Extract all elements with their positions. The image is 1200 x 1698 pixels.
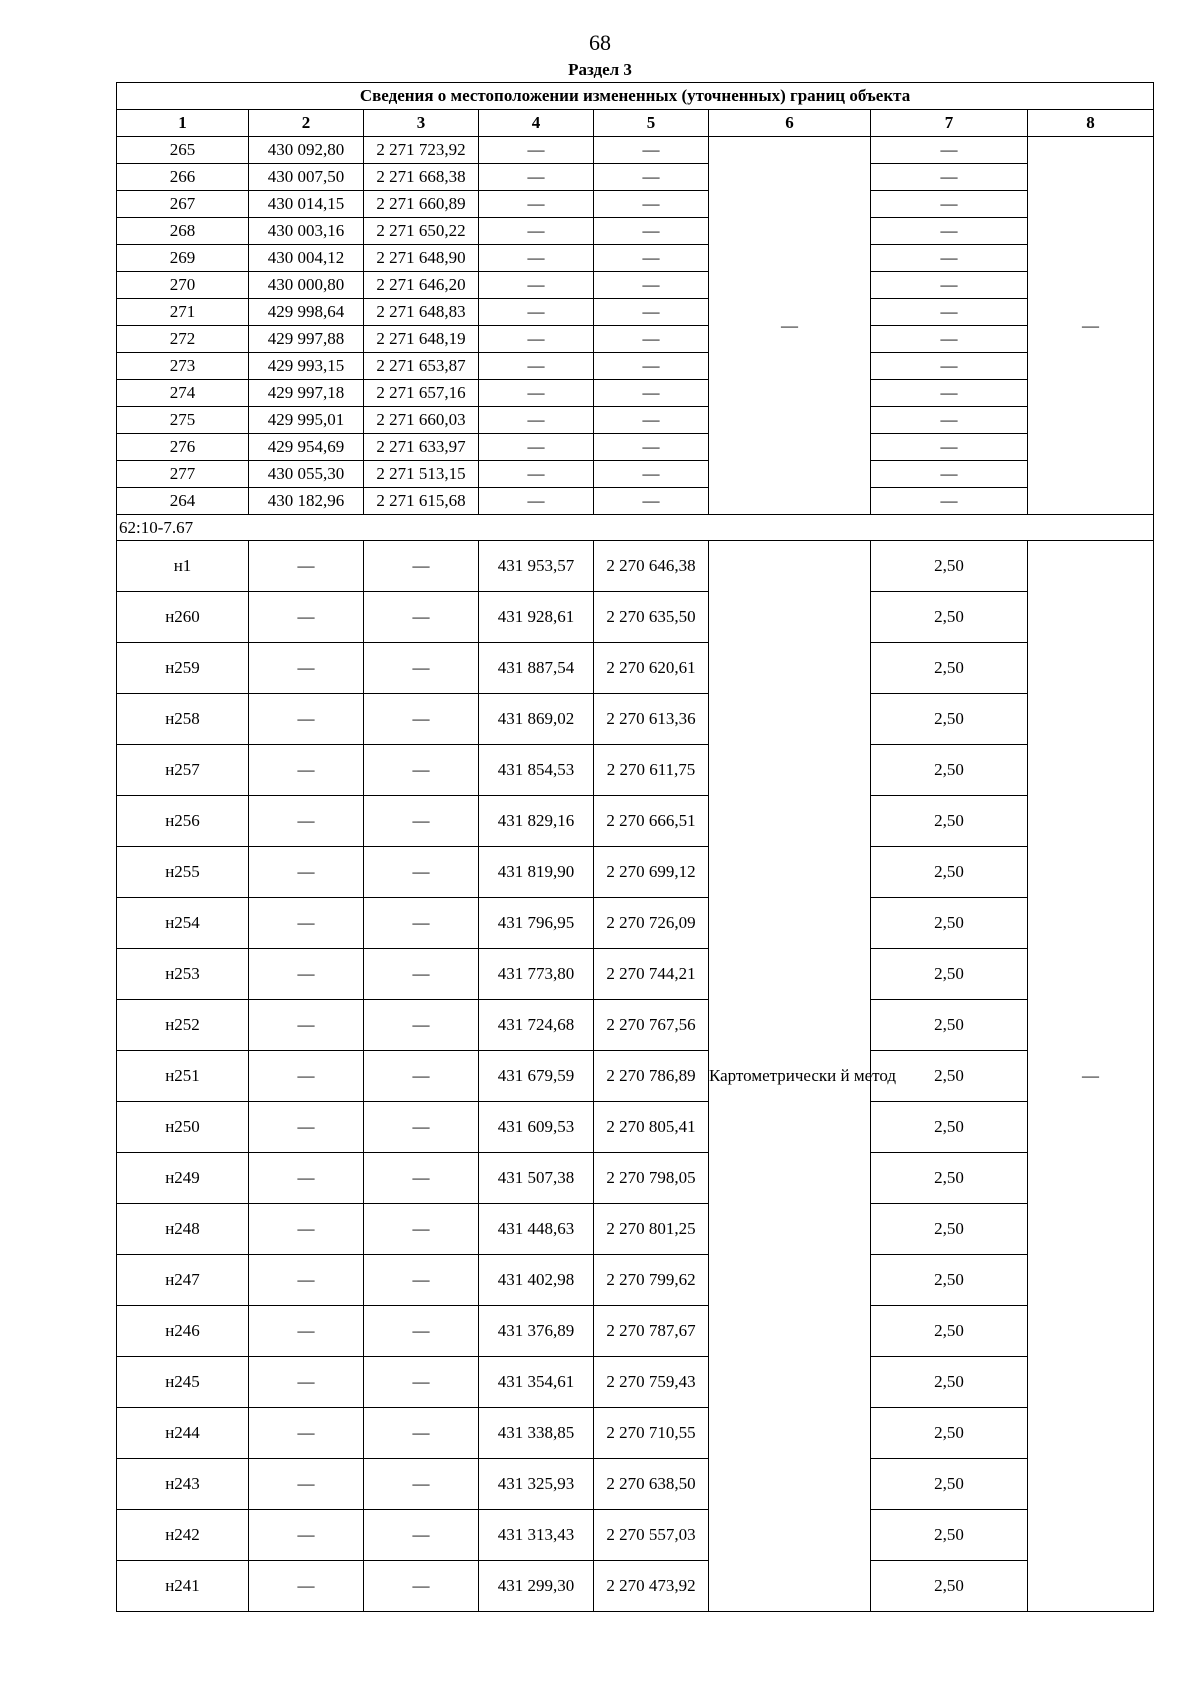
new-y-coordinate: — bbox=[594, 353, 709, 380]
old-y-coordinate: 2 271 660,03 bbox=[364, 407, 479, 434]
point-number: н255 bbox=[117, 847, 249, 898]
table-row bbox=[117, 326, 1154, 353]
old-x-coordinate: — bbox=[249, 1000, 364, 1051]
new-x-coordinate: 431 887,54 bbox=[479, 643, 594, 694]
old-x-coordinate: — bbox=[249, 1306, 364, 1357]
old-x-coordinate: — bbox=[249, 592, 364, 643]
new-y-coordinate: — bbox=[594, 326, 709, 353]
new-x-coordinate: — bbox=[479, 191, 594, 218]
new-y-coordinate: 2 270 786,89 bbox=[594, 1051, 709, 1102]
point-number: н252 bbox=[117, 1000, 249, 1051]
accuracy-value: 2,50 bbox=[871, 592, 1028, 643]
table-row bbox=[117, 847, 1154, 898]
old-y-coordinate: 2 271 648,83 bbox=[364, 299, 479, 326]
point-number: 267 bbox=[117, 191, 249, 218]
new-x-coordinate: 431 376,89 bbox=[479, 1306, 594, 1357]
column-header-7: 7 bbox=[871, 110, 1028, 137]
point-number: н243 bbox=[117, 1459, 249, 1510]
new-x-coordinate: 431 448,63 bbox=[479, 1204, 594, 1255]
new-x-coordinate: 431 724,68 bbox=[479, 1000, 594, 1051]
old-x-coordinate: — bbox=[249, 1255, 364, 1306]
accuracy-value: — bbox=[871, 272, 1028, 299]
old-x-coordinate: 430 000,80 bbox=[249, 272, 364, 299]
old-x-coordinate: 429 998,64 bbox=[249, 299, 364, 326]
column-header-5: 5 bbox=[594, 110, 709, 137]
point-number: н245 bbox=[117, 1357, 249, 1408]
table-row bbox=[117, 380, 1154, 407]
old-y-coordinate: — bbox=[364, 1255, 479, 1306]
table-row bbox=[117, 1408, 1154, 1459]
old-y-coordinate: 2 271 657,16 bbox=[364, 380, 479, 407]
point-number: н248 bbox=[117, 1204, 249, 1255]
old-x-coordinate: 430 182,96 bbox=[249, 488, 364, 515]
old-y-coordinate: — bbox=[364, 1459, 479, 1510]
accuracy-value: 2,50 bbox=[871, 796, 1028, 847]
new-y-coordinate: 2 270 787,67 bbox=[594, 1306, 709, 1357]
new-y-coordinate: 2 270 611,75 bbox=[594, 745, 709, 796]
accuracy-value: 2,50 bbox=[871, 898, 1028, 949]
old-x-coordinate: — bbox=[249, 1357, 364, 1408]
accuracy-value: 2,50 bbox=[871, 1000, 1028, 1051]
point-number: 266 bbox=[117, 164, 249, 191]
new-y-coordinate: 2 270 726,09 bbox=[594, 898, 709, 949]
table-row bbox=[117, 1357, 1154, 1408]
description-cell: — bbox=[1028, 137, 1154, 515]
accuracy-value: 2,50 bbox=[871, 949, 1028, 1000]
old-x-coordinate: 429 997,18 bbox=[249, 380, 364, 407]
new-x-coordinate: — bbox=[479, 380, 594, 407]
accuracy-value: — bbox=[871, 380, 1028, 407]
new-y-coordinate: — bbox=[594, 488, 709, 515]
new-y-coordinate: 2 270 620,61 bbox=[594, 643, 709, 694]
old-y-coordinate: — bbox=[364, 1051, 479, 1102]
old-y-coordinate: 2 271 650,22 bbox=[364, 218, 479, 245]
old-y-coordinate: — bbox=[364, 847, 479, 898]
new-y-coordinate: — bbox=[594, 137, 709, 164]
accuracy-value: 2,50 bbox=[871, 1561, 1028, 1612]
old-x-coordinate: — bbox=[249, 1102, 364, 1153]
old-y-coordinate: — bbox=[364, 592, 479, 643]
description-cell: — bbox=[1028, 541, 1154, 1612]
old-x-coordinate: — bbox=[249, 949, 364, 1000]
table-row bbox=[117, 1510, 1154, 1561]
old-x-coordinate: — bbox=[249, 847, 364, 898]
point-number: н249 bbox=[117, 1153, 249, 1204]
accuracy-value: 2,50 bbox=[871, 643, 1028, 694]
table-row bbox=[117, 541, 1154, 592]
old-y-coordinate: — bbox=[364, 643, 479, 694]
old-x-coordinate: 429 954,69 bbox=[249, 434, 364, 461]
method-cell: — bbox=[709, 137, 871, 515]
table-row bbox=[117, 1204, 1154, 1255]
point-number: н258 bbox=[117, 694, 249, 745]
old-x-coordinate: 430 055,30 bbox=[249, 461, 364, 488]
table-row bbox=[117, 1255, 1154, 1306]
accuracy-value: — bbox=[871, 191, 1028, 218]
old-y-coordinate: 2 271 723,92 bbox=[364, 137, 479, 164]
table-row bbox=[117, 898, 1154, 949]
new-x-coordinate: — bbox=[479, 137, 594, 164]
table-row bbox=[117, 1306, 1154, 1357]
column-header-2: 2 bbox=[249, 110, 364, 137]
point-number: н254 bbox=[117, 898, 249, 949]
point-number: н246 bbox=[117, 1306, 249, 1357]
point-number: н247 bbox=[117, 1255, 249, 1306]
point-number: 276 bbox=[117, 434, 249, 461]
old-x-coordinate: — bbox=[249, 1153, 364, 1204]
table-row bbox=[117, 1000, 1154, 1051]
accuracy-value: 2,50 bbox=[871, 745, 1028, 796]
accuracy-value: 2,50 bbox=[871, 1102, 1028, 1153]
old-x-coordinate: — bbox=[249, 1408, 364, 1459]
old-y-coordinate: 2 271 615,68 bbox=[364, 488, 479, 515]
new-x-coordinate: — bbox=[479, 272, 594, 299]
table-row bbox=[117, 1102, 1154, 1153]
table-row bbox=[117, 245, 1154, 272]
new-y-coordinate: 2 270 759,43 bbox=[594, 1357, 709, 1408]
old-y-coordinate: 2 271 513,15 bbox=[364, 461, 479, 488]
accuracy-value: 2,50 bbox=[871, 541, 1028, 592]
old-x-coordinate: 429 995,01 bbox=[249, 407, 364, 434]
new-x-coordinate: — bbox=[479, 353, 594, 380]
new-x-coordinate: — bbox=[479, 218, 594, 245]
table-row bbox=[117, 1459, 1154, 1510]
new-x-coordinate: — bbox=[479, 245, 594, 272]
new-y-coordinate: — bbox=[594, 245, 709, 272]
old-x-coordinate: — bbox=[249, 1561, 364, 1612]
table-row bbox=[117, 164, 1154, 191]
point-number: н241 bbox=[117, 1561, 249, 1612]
table-row bbox=[117, 299, 1154, 326]
point-number: 265 bbox=[117, 137, 249, 164]
new-y-coordinate: 2 270 557,03 bbox=[594, 1510, 709, 1561]
new-x-coordinate: 431 338,85 bbox=[479, 1408, 594, 1459]
table-row bbox=[117, 643, 1154, 694]
point-number: н256 bbox=[117, 796, 249, 847]
old-y-coordinate: — bbox=[364, 796, 479, 847]
old-y-coordinate: — bbox=[364, 745, 479, 796]
method-cell: Картометрически й метод bbox=[709, 541, 871, 1612]
new-y-coordinate: — bbox=[594, 380, 709, 407]
old-x-coordinate: — bbox=[249, 1204, 364, 1255]
point-number: 264 bbox=[117, 488, 249, 515]
new-x-coordinate: 431 299,30 bbox=[479, 1561, 594, 1612]
new-x-coordinate: 431 829,16 bbox=[479, 796, 594, 847]
table-row bbox=[117, 461, 1154, 488]
old-y-coordinate: 2 271 653,87 bbox=[364, 353, 479, 380]
old-x-coordinate: 430 014,15 bbox=[249, 191, 364, 218]
table-row bbox=[117, 796, 1154, 847]
old-x-coordinate: 429 993,15 bbox=[249, 353, 364, 380]
old-x-coordinate: 430 003,16 bbox=[249, 218, 364, 245]
point-number: н244 bbox=[117, 1408, 249, 1459]
new-y-coordinate: 2 270 805,41 bbox=[594, 1102, 709, 1153]
new-x-coordinate: 431 354,61 bbox=[479, 1357, 594, 1408]
old-x-coordinate: — bbox=[249, 694, 364, 745]
old-y-coordinate: 2 271 668,38 bbox=[364, 164, 479, 191]
new-x-coordinate: — bbox=[479, 164, 594, 191]
table-row bbox=[117, 407, 1154, 434]
new-y-coordinate: 2 270 767,56 bbox=[594, 1000, 709, 1051]
new-y-coordinate: 2 270 635,50 bbox=[594, 592, 709, 643]
old-y-coordinate: 2 271 648,90 bbox=[364, 245, 479, 272]
accuracy-value: — bbox=[871, 218, 1028, 245]
new-x-coordinate: 431 953,57 bbox=[479, 541, 594, 592]
table-row bbox=[117, 1561, 1154, 1612]
accuracy-value: — bbox=[871, 488, 1028, 515]
cadastral-number: 62:10-7.67 bbox=[117, 515, 1154, 541]
boundary-table bbox=[116, 82, 1154, 1612]
old-x-coordinate: — bbox=[249, 745, 364, 796]
old-y-coordinate: 2 271 648,19 bbox=[364, 326, 479, 353]
accuracy-value: 2,50 bbox=[871, 1306, 1028, 1357]
accuracy-value: 2,50 bbox=[871, 1051, 1028, 1102]
point-number: 269 bbox=[117, 245, 249, 272]
old-y-coordinate: — bbox=[364, 1561, 479, 1612]
new-x-coordinate: 431 928,61 bbox=[479, 592, 594, 643]
old-y-coordinate: — bbox=[364, 1153, 479, 1204]
old-x-coordinate: — bbox=[249, 898, 364, 949]
table-row bbox=[117, 272, 1154, 299]
new-x-coordinate: — bbox=[479, 461, 594, 488]
accuracy-value: — bbox=[871, 407, 1028, 434]
old-y-coordinate: — bbox=[364, 949, 479, 1000]
new-x-coordinate: 431 609,53 bbox=[479, 1102, 594, 1153]
accuracy-value: 2,50 bbox=[871, 1357, 1028, 1408]
new-x-coordinate: — bbox=[479, 326, 594, 353]
new-x-coordinate: 431 796,95 bbox=[479, 898, 594, 949]
table-row bbox=[117, 191, 1154, 218]
table-row bbox=[117, 592, 1154, 643]
accuracy-value: — bbox=[871, 164, 1028, 191]
new-x-coordinate: 431 679,59 bbox=[479, 1051, 594, 1102]
old-y-coordinate: — bbox=[364, 694, 479, 745]
accuracy-value: 2,50 bbox=[871, 847, 1028, 898]
old-y-coordinate: — bbox=[364, 1357, 479, 1408]
point-number: н257 bbox=[117, 745, 249, 796]
accuracy-value: 2,50 bbox=[871, 1204, 1028, 1255]
accuracy-value: — bbox=[871, 353, 1028, 380]
new-y-coordinate: 2 270 799,62 bbox=[594, 1255, 709, 1306]
old-y-coordinate: — bbox=[364, 1204, 479, 1255]
old-x-coordinate: — bbox=[249, 541, 364, 592]
accuracy-value: — bbox=[871, 299, 1028, 326]
table-title: Сведения о местоположении измененных (уточненных) границ объекта bbox=[117, 83, 1154, 110]
old-y-coordinate: — bbox=[364, 541, 479, 592]
table-row bbox=[117, 1153, 1154, 1204]
new-x-coordinate: 431 854,53 bbox=[479, 745, 594, 796]
new-x-coordinate: — bbox=[479, 488, 594, 515]
accuracy-value: 2,50 bbox=[871, 1408, 1028, 1459]
new-y-coordinate: — bbox=[594, 461, 709, 488]
column-header-3: 3 bbox=[364, 110, 479, 137]
point-number: н250 bbox=[117, 1102, 249, 1153]
new-y-coordinate: — bbox=[594, 218, 709, 245]
new-y-coordinate: — bbox=[594, 272, 709, 299]
old-x-coordinate: — bbox=[249, 643, 364, 694]
column-header-8: 8 bbox=[1028, 110, 1154, 137]
new-x-coordinate: — bbox=[479, 299, 594, 326]
page-number: 68 bbox=[589, 30, 611, 55]
point-number: 273 bbox=[117, 353, 249, 380]
old-y-coordinate: — bbox=[364, 1510, 479, 1561]
new-y-coordinate: 2 270 710,55 bbox=[594, 1408, 709, 1459]
old-x-coordinate: 429 997,88 bbox=[249, 326, 364, 353]
old-y-coordinate: — bbox=[364, 1408, 479, 1459]
old-y-coordinate: 2 271 660,89 bbox=[364, 191, 479, 218]
new-y-coordinate: 2 270 801,25 bbox=[594, 1204, 709, 1255]
column-header-1: 1 bbox=[117, 110, 249, 137]
new-y-coordinate: 2 270 744,21 bbox=[594, 949, 709, 1000]
accuracy-value: — bbox=[871, 137, 1028, 164]
table-row bbox=[117, 1051, 1154, 1102]
new-x-coordinate: 431 773,80 bbox=[479, 949, 594, 1000]
new-x-coordinate: 431 507,38 bbox=[479, 1153, 594, 1204]
table-row bbox=[117, 488, 1154, 515]
point-number: 277 bbox=[117, 461, 249, 488]
new-y-coordinate: 2 270 699,12 bbox=[594, 847, 709, 898]
point-number: н260 bbox=[117, 592, 249, 643]
new-y-coordinate: — bbox=[594, 434, 709, 461]
old-y-coordinate: — bbox=[364, 1306, 479, 1357]
table-row bbox=[117, 137, 1154, 164]
new-y-coordinate: — bbox=[594, 407, 709, 434]
column-header-6: 6 bbox=[709, 110, 871, 137]
new-y-coordinate: 2 270 798,05 bbox=[594, 1153, 709, 1204]
new-x-coordinate: — bbox=[479, 434, 594, 461]
old-x-coordinate: — bbox=[249, 1510, 364, 1561]
new-x-coordinate: — bbox=[479, 407, 594, 434]
old-y-coordinate: 2 271 633,97 bbox=[364, 434, 479, 461]
point-number: 268 bbox=[117, 218, 249, 245]
new-y-coordinate: 2 270 638,50 bbox=[594, 1459, 709, 1510]
accuracy-value: 2,50 bbox=[871, 1255, 1028, 1306]
old-x-coordinate: — bbox=[249, 1051, 364, 1102]
accuracy-value: — bbox=[871, 326, 1028, 353]
old-y-coordinate: 2 271 646,20 bbox=[364, 272, 479, 299]
accuracy-value: 2,50 bbox=[871, 1510, 1028, 1561]
cadastral-block-row bbox=[117, 515, 1154, 541]
table-row bbox=[117, 218, 1154, 245]
point-number: н242 bbox=[117, 1510, 249, 1561]
table-row bbox=[117, 949, 1154, 1000]
old-x-coordinate: 430 004,12 bbox=[249, 245, 364, 272]
accuracy-value: 2,50 bbox=[871, 1153, 1028, 1204]
new-y-coordinate: — bbox=[594, 164, 709, 191]
new-x-coordinate: 431 313,43 bbox=[479, 1510, 594, 1561]
point-number: н259 bbox=[117, 643, 249, 694]
old-x-coordinate: — bbox=[249, 796, 364, 847]
new-y-coordinate: 2 270 613,36 bbox=[594, 694, 709, 745]
accuracy-value: — bbox=[871, 434, 1028, 461]
new-x-coordinate: 431 325,93 bbox=[479, 1459, 594, 1510]
table-row bbox=[117, 694, 1154, 745]
new-y-coordinate: 2 270 666,51 bbox=[594, 796, 709, 847]
accuracy-value: 2,50 bbox=[871, 1459, 1028, 1510]
old-y-coordinate: — bbox=[364, 1000, 479, 1051]
point-number: н1 bbox=[117, 541, 249, 592]
point-number: 274 bbox=[117, 380, 249, 407]
new-x-coordinate: 431 819,90 bbox=[479, 847, 594, 898]
new-y-coordinate: — bbox=[594, 191, 709, 218]
old-y-coordinate: — bbox=[364, 1102, 479, 1153]
new-x-coordinate: 431 402,98 bbox=[479, 1255, 594, 1306]
new-y-coordinate: 2 270 646,38 bbox=[594, 541, 709, 592]
point-number: н251 bbox=[117, 1051, 249, 1102]
point-number: 271 bbox=[117, 299, 249, 326]
point-number: 272 bbox=[117, 326, 249, 353]
accuracy-value: — bbox=[871, 245, 1028, 272]
old-y-coordinate: — bbox=[364, 898, 479, 949]
old-x-coordinate: 430 092,80 bbox=[249, 137, 364, 164]
old-x-coordinate: — bbox=[249, 1459, 364, 1510]
accuracy-value: 2,50 bbox=[871, 694, 1028, 745]
point-number: н253 bbox=[117, 949, 249, 1000]
point-number: 270 bbox=[117, 272, 249, 299]
section-title: Раздел 3 bbox=[568, 60, 632, 79]
table-row bbox=[117, 434, 1154, 461]
table-row bbox=[117, 745, 1154, 796]
new-y-coordinate: 2 270 473,92 bbox=[594, 1561, 709, 1612]
accuracy-value: — bbox=[871, 461, 1028, 488]
new-x-coordinate: 431 869,02 bbox=[479, 694, 594, 745]
column-header-4: 4 bbox=[479, 110, 594, 137]
new-y-coordinate: — bbox=[594, 299, 709, 326]
point-number: 275 bbox=[117, 407, 249, 434]
table-row bbox=[117, 353, 1154, 380]
old-x-coordinate: 430 007,50 bbox=[249, 164, 364, 191]
